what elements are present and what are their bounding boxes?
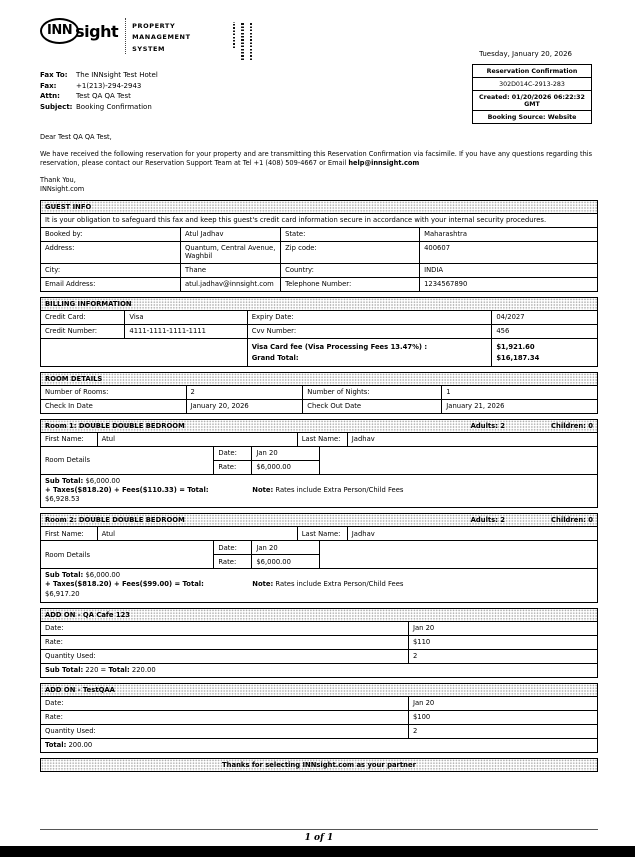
visa-fee-value: $1,921.60: [496, 342, 535, 351]
room-subtotal-block: [41, 474, 597, 508]
date-value: Jan 20: [251, 541, 319, 554]
checkin-label: Check In Date: [41, 399, 186, 413]
checkout-value: January 21, 2026: [441, 399, 597, 413]
attn-value: Test QA QA Test: [76, 92, 131, 100]
date-label: Date:: [213, 447, 251, 460]
room-details-section: [40, 372, 598, 414]
confirmation-created: Created: 01/20/2026 06:22:32 GMT: [473, 91, 591, 111]
first-name-value: Atul: [97, 527, 297, 540]
cvv-label: Cvv Number:: [247, 324, 492, 338]
confirmation-number: 302D014C-2913-283: [473, 78, 591, 91]
fax-number-value: +1(213)-294-2943: [76, 81, 142, 90]
rate-label: Rate:: [213, 460, 251, 474]
addon-qty-label: Quantity Used:: [41, 649, 408, 663]
subtotal-value: $6,000.00: [85, 476, 121, 485]
letter-text: We have received the following reservation for your property and are transmitting this Reservation Confirmation via facsimile. If you have any questions regarding this reservation, please contact our Reservation Support Team at Tel +1 (408) 509-4667 or Email: [40, 149, 593, 168]
city-label: City:: [41, 263, 180, 277]
document-header: [40, 18, 598, 124]
addon-rate-value: $110: [408, 635, 597, 649]
addon-date-value: Jan 20: [408, 622, 597, 635]
visa-fee-label: Visa Card fee (Visa Processing Fees 13.47%) :: [251, 342, 428, 351]
fees-values: [491, 338, 597, 366]
phone-label: Telephone Number:: [280, 277, 419, 291]
addon-rate-label: Rate:: [41, 635, 408, 649]
zip-label: Zip code:: [280, 241, 419, 263]
subject-label: Subject:: [40, 102, 73, 111]
billing-header: BILLING INFORMATION: [40, 297, 598, 311]
letter-closing: [40, 176, 598, 195]
email-label: Email Address:: [41, 277, 180, 291]
logo-inn-text: INN: [47, 23, 73, 38]
addon-total-label: Total:: [45, 741, 67, 750]
fax-document: [40, 18, 598, 772]
expiry-label: Expiry Date:: [247, 311, 492, 324]
confirmation-box: [472, 64, 592, 124]
signature-text: INNsight.com: [40, 185, 85, 194]
room-2-header: [40, 513, 598, 527]
credit-number-value: 4111-1111-1111-1111: [124, 324, 246, 338]
room-empty-cell: [319, 541, 597, 568]
innsight-logo: [40, 18, 118, 44]
cvv-value: 456: [491, 324, 597, 338]
taxes-line: + Taxes($818.20) + Fees($110.33) = Total:: [45, 485, 209, 494]
addon-total-label: Total:: [108, 666, 130, 675]
expiry-value: 04/2027: [491, 311, 597, 324]
address-label: Address:: [41, 241, 180, 263]
letter-body: [40, 133, 598, 195]
subtotal-line: [45, 571, 593, 580]
room-total-value: $6,917.20: [45, 589, 80, 598]
subject-value: Booking Confirmation: [76, 102, 152, 111]
tagline-line: MANAGEMENT: [132, 33, 191, 42]
guest-info-header: GUEST INFO: [40, 200, 598, 214]
page-number: 1 of 1: [40, 829, 598, 843]
booked-by-value: Atul Jadhav: [180, 228, 280, 241]
booked-by-label: Booked by:: [45, 230, 83, 239]
num-rooms-value: 2: [186, 386, 303, 399]
logo-magnifier-icon: [40, 18, 79, 44]
city-value: Thane: [180, 263, 280, 277]
bottom-black-bar: [0, 846, 635, 857]
room-1-header: [40, 419, 598, 433]
addon-1-header: ADD ON - QA Cafe 123: [40, 608, 598, 622]
logo-sight-text: sight: [75, 21, 119, 41]
note-text: Rates include Extra Person/Child Fees: [275, 580, 404, 589]
room-details-header: ROOM DETAILS: [40, 372, 598, 386]
rate-label: Rate:: [213, 554, 251, 568]
credit-card-label: Credit Card:: [45, 313, 86, 322]
room-total-value: $6,928.53: [45, 495, 80, 504]
addon-2-section: [40, 683, 598, 753]
booking-source: Booking Source: Website: [487, 113, 577, 121]
addon-date-label: Date:: [45, 624, 64, 633]
room-note: [252, 486, 403, 495]
taxes-line: + Taxes($818.20) + Fees($99.00) = Total:: [45, 580, 204, 589]
addon-rate-label: Rate:: [41, 710, 408, 724]
first-name-value: Atul: [97, 433, 297, 446]
confirmation-title: Reservation Confirmation: [473, 65, 591, 78]
fax-to-value: The INNsight Test Hotel: [76, 71, 158, 79]
room-title: Room 1: DOUBLE DOUBLE BEDROOM: [45, 421, 185, 430]
zip-value: 400607: [419, 241, 597, 263]
closing-text: Thank You,: [40, 175, 76, 184]
fees-labels: [247, 338, 492, 366]
attn-label: Attn:: [40, 92, 60, 100]
letter-paragraph: [40, 150, 598, 169]
note-text: Rates include Extra Person/Child Fees: [275, 485, 404, 494]
email-value: atul.jadhav@innsight.com: [180, 277, 280, 291]
room-adults: Adults: 2: [470, 516, 506, 525]
address-value: Quantum, Central Avenue, Waghbil: [180, 241, 280, 263]
last-name-value: Jadhav: [347, 527, 597, 540]
guest-info-section: [40, 200, 598, 292]
salutation: Dear Test QA QA Test,: [40, 133, 112, 141]
fax-meta: [40, 70, 252, 112]
addon-date-label: Date:: [45, 699, 64, 708]
vertical-microtext: [233, 18, 253, 60]
rate-value: $6,000.00: [251, 460, 319, 474]
addon-1-section: [40, 608, 598, 678]
checkin-value: January 20, 2026: [186, 399, 303, 413]
last-name-label: Last Name:: [297, 433, 347, 446]
note-label: Note:: [252, 485, 274, 494]
fax-to-row: [40, 70, 252, 81]
logo-divider: [125, 18, 126, 54]
room-adults: Adults: 2: [470, 421, 506, 430]
addon-total-value: 220.00: [129, 666, 156, 675]
fax-to-label: Fax To:: [40, 71, 68, 79]
date-label: Date:: [213, 541, 251, 554]
addon-subtotal-label: Sub Total:: [45, 666, 84, 675]
country-label: Country:: [280, 263, 419, 277]
support-email: help@innsight.com: [348, 159, 420, 168]
rate-value: $6,000.00: [251, 554, 319, 568]
document-date: Tuesday, January 20, 2026: [479, 50, 572, 58]
fax-number-label: Fax:: [40, 81, 57, 90]
note-label: Note:: [252, 580, 274, 589]
room-1-section: [40, 419, 598, 509]
room-2-section: [40, 513, 598, 603]
num-nights-label: Number of Nights:: [302, 386, 441, 399]
addon-rate-value: $100: [408, 710, 597, 724]
room-children: Children: 0: [551, 421, 593, 430]
addon-subtotal-value: 220 =: [83, 666, 109, 675]
addon-total-row: [41, 663, 597, 677]
room-details-label: Room Details: [45, 550, 91, 559]
fax-number-row: [40, 81, 252, 92]
last-name-value: Jadhav: [347, 433, 597, 446]
checkout-label: Check Out Date: [302, 399, 441, 413]
addon-qty-value: 2: [408, 649, 597, 663]
room-subtotal-block: [41, 568, 597, 602]
grand-total-value: $16,187.34: [496, 353, 540, 362]
country-value: INDIA: [419, 263, 597, 277]
room-empty-cell: [319, 447, 597, 474]
room-details-label: Room Details: [45, 456, 91, 465]
state-label: State:: [280, 228, 419, 241]
room-children: Children: 0: [551, 516, 593, 525]
addon-2-header: ADD ON - TestQAA: [40, 683, 598, 697]
date-value: Jan 20: [251, 447, 319, 460]
addon-qty-value: 2: [408, 724, 597, 738]
num-nights-value: 1: [441, 386, 597, 399]
attn-row: [40, 91, 252, 102]
first-name-label: First Name:: [45, 529, 84, 538]
subtotal-value: $6,000.00: [85, 571, 121, 580]
credit-number-label: Credit Number:: [41, 324, 124, 338]
security-notice: It is your obligation to safeguard this fax and keep this guest's credit card information secure in accordance with your internal security procedures.: [41, 214, 597, 228]
billing-section: [40, 297, 598, 367]
subtotal-label: Sub Total:: [45, 571, 84, 580]
addon-date-value: Jan 20: [408, 697, 597, 710]
room-note: [252, 580, 403, 589]
tagline-line: SYSTEM: [132, 44, 166, 53]
tagline-line: PROPERTY: [132, 22, 176, 30]
first-name-label: First Name:: [45, 435, 84, 444]
credit-card-value: Visa: [124, 311, 246, 324]
subtotal-line: [45, 477, 593, 486]
room-title: Room 2: DOUBLE DOUBLE BEDROOM: [45, 516, 185, 525]
num-rooms-label: Number of Rooms:: [45, 388, 109, 397]
billing-empty-cell: [41, 338, 247, 366]
state-value: Maharashtra: [419, 228, 597, 241]
thanks-bar: Thanks for selecting INNsight.com as your partner: [40, 758, 598, 772]
logo-tagline: [132, 18, 191, 55]
subtotal-label: Sub Total:: [45, 476, 84, 485]
grand-total-label: Grand Total:: [251, 353, 299, 362]
subject-row: [40, 102, 252, 113]
phone-value: 1234567890: [419, 277, 597, 291]
last-name-label: Last Name:: [297, 527, 347, 540]
addon-total-value: 200.00: [66, 741, 93, 750]
addon-qty-label: Quantity Used:: [41, 724, 408, 738]
addon-total-row: [41, 738, 597, 752]
